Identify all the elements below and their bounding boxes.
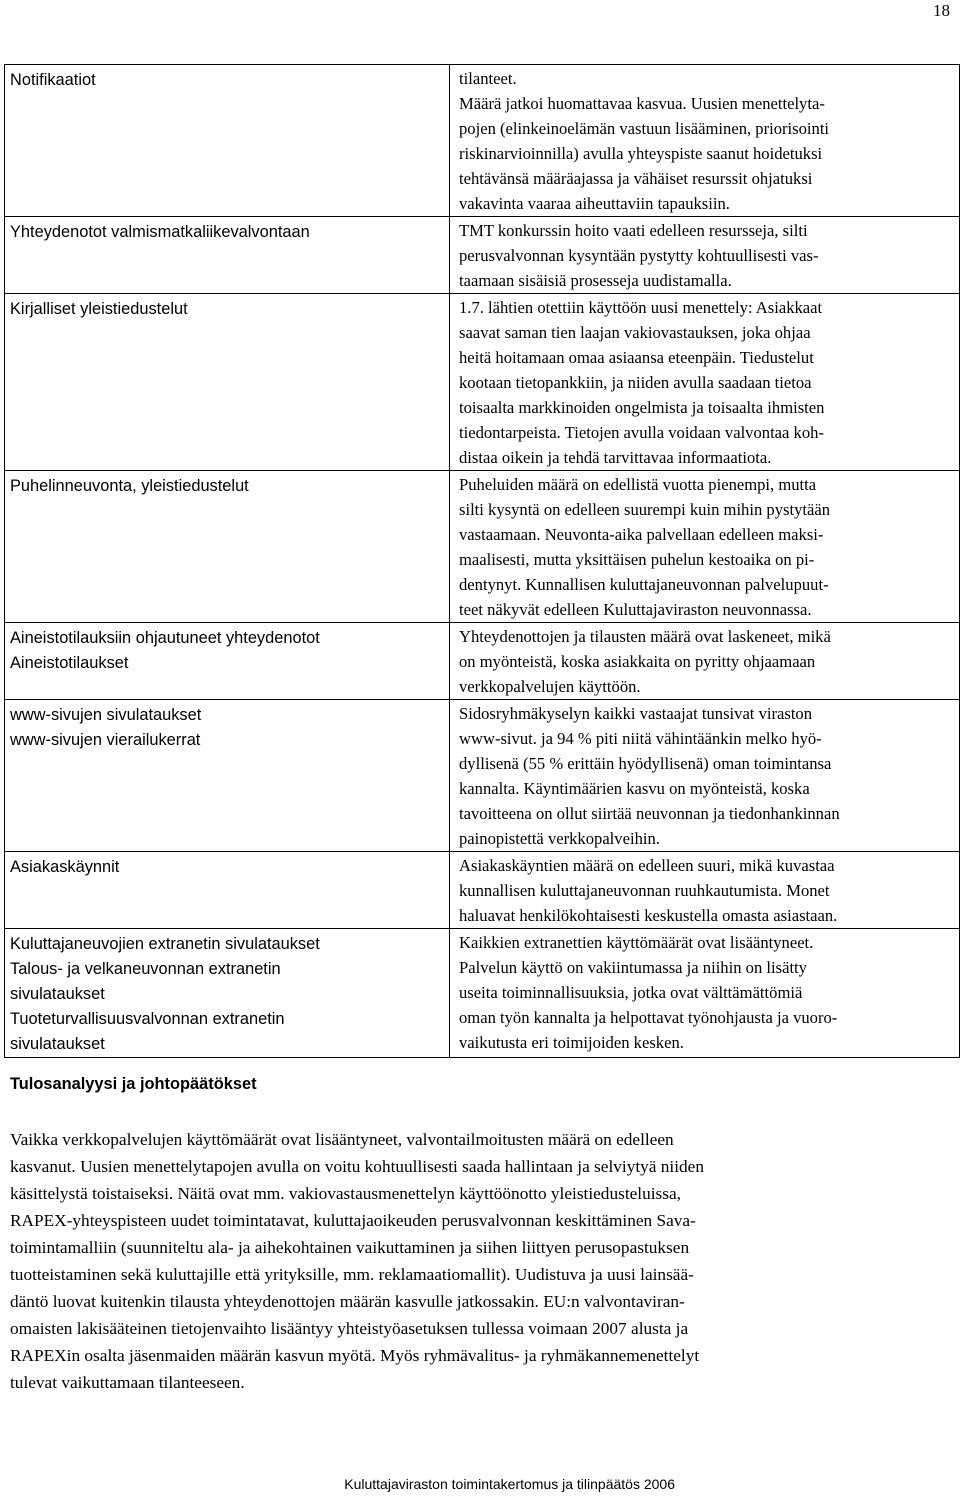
body-line: tulevat vaikuttamaan tilanteeseen. — [10, 1373, 245, 1392]
analysis-line: pojen (elinkeinoelämän vastuun lisääminen, priorisointi — [459, 119, 830, 138]
analysis-cell — [450, 294, 960, 471]
analysis-line: silti kysyntä on edelleen suurempi kuin mihin pystytään — [459, 500, 831, 519]
body-line: käsittelystä toistaiseksi. Näitä ovat mm. vakiovastausmenettelyn käyttöönotto yleistiedusteluissa, — [10, 1184, 681, 1203]
table-row — [5, 217, 960, 294]
page-footer: Kuluttajaviraston toimintakertomus ja tilinpäätös 2006 — [344, 1476, 675, 1492]
analysis-line: kannalta. Käyntimäärien kasvu on myönteistä, koska — [459, 779, 810, 798]
analysis-line: haluavat henkilökohtaisesti keskustella omasta asiastaan. — [459, 906, 838, 925]
analysis-line: Palvelun käyttö on vakiintumassa ja niihin on lisätty — [459, 958, 807, 977]
analysis-line: toisaalta markkinoiden ongelmista ja toisaalta ihmisten — [459, 398, 825, 417]
table-row — [5, 929, 960, 1058]
analysis-line: Puheluiden määrä on edellistä vuotta pienempi, mutta — [459, 475, 817, 494]
analysis-line: distaa oikein ja tehdä tarvittavaa informaatiota. — [459, 448, 772, 467]
metric-label: www-sivujen vierailukerrat — [10, 731, 201, 749]
metric-label: Tuoteturvallisuusvalvonnan extranetin sivulataukset — [10, 1010, 285, 1053]
analysis-cell — [450, 217, 960, 294]
analysis-line: kunnallisen kuluttajaneuvonnan ruuhkautumista. Monet — [459, 881, 830, 900]
body-line: RAPEX-yhteyspisteen uudet toimintatavat, kuluttajaoikeuden perusvalvonnan keskittäminen Sava- — [10, 1211, 696, 1230]
table-row — [5, 471, 960, 623]
analysis-line: dyllisenä (55 % erittäin hyödyllisenä) oman toimintansa — [459, 754, 832, 773]
table-row — [5, 700, 960, 852]
body-line: däntö luovat kuitenkin tilausta yhteydenottojen määrän kasvulle jatkossakin. EU:n valvontaviran- — [10, 1292, 685, 1311]
table-row — [5, 65, 960, 217]
metric-label: Aineistotilauksiin ohjautuneet yhteydenotot — [10, 629, 320, 647]
metric-label-cell — [5, 217, 450, 294]
analysis-line: TMT konkurssin hoito vaati edelleen resursseja, silti — [459, 221, 808, 240]
analysis-line: Yhteydenottojen ja tilausten määrä ovat laskeneet, mikä — [459, 627, 831, 646]
metric-label-cell — [5, 65, 450, 217]
analysis-line: kootaan tietopankkiin, ja niiden avulla saadaan tietoa — [459, 373, 812, 392]
page-number: 18 — [933, 1, 950, 20]
metric-label: Yhteydenotot valmismatkaliikevalvontaan — [10, 223, 310, 241]
metric-label-cell — [5, 929, 450, 1058]
report-table — [4, 64, 960, 1058]
body-line: omaisten lakisääteinen tietojenvaihto lisääntyy yhteistyöasetuksen tullessa voimaan 2007 alusta ja — [10, 1319, 689, 1338]
metric-label: Kirjalliset yleistiedustelut — [10, 300, 188, 318]
analysis-line: tehtävänsä määräajassa ja vähäiset resurssit ohjatuksi — [459, 169, 813, 188]
metric-label: Kuluttajaneuvojien extranetin sivulataukset — [10, 935, 320, 953]
analysis-line: dentynyt. Kunnallisen kuluttajaneuvonnan palvelupuut- — [459, 575, 829, 594]
metric-label-cell — [5, 852, 450, 929]
table-row — [5, 623, 960, 700]
table-row — [5, 294, 960, 471]
metric-label: Aineistotilaukset — [10, 654, 129, 672]
analysis-line: vastaamaan. Neuvonta-aika palvellaan edelleen maksi- — [459, 525, 824, 544]
analysis-line: useita toiminnallisuuksia, jotka ovat välttämättömiä — [459, 983, 803, 1002]
metric-label: Asiakaskäynnit — [10, 858, 120, 876]
metric-label-cell — [5, 700, 450, 852]
metric-label: www-sivujen sivulataukset — [10, 706, 202, 724]
analysis-cell — [450, 929, 960, 1058]
analysis-cell — [450, 65, 960, 217]
analysis-line: painopistettä verkkopalveihin. — [459, 829, 660, 848]
analysis-line: heitä hoitamaan omaa asiaansa eteenpäin. Tiedustelut — [459, 348, 814, 367]
analysis-line: oman työn kannalta ja helpottavat työnohjausta ja vuoro- — [459, 1008, 838, 1027]
analysis-line: Kaikkien extranettien käyttömäärät ovat lisääntyneet. — [459, 933, 814, 952]
analysis-line: tiedontarpeista. Tietojen avulla voidaan valvontaa koh- — [459, 423, 824, 442]
analysis-line: 1.7. lähtien otettiin käyttöön uusi menettely: Asiakkaat — [459, 298, 823, 317]
metric-label-cell — [5, 294, 450, 471]
analysis-cell — [450, 852, 960, 929]
metric-label-cell — [5, 623, 450, 700]
analysis-line: on myönteistä, koska asiakkaita on pyritty ohjaamaan — [459, 652, 816, 671]
analysis-line: teet näkyvät edelleen Kuluttajaviraston neuvonnassa. — [459, 600, 812, 619]
analysis-cell — [450, 471, 960, 623]
analysis-line: tavoitteena on ollut siirtää neuvonnan ja tiedonhankinnan — [459, 804, 840, 823]
body-line: toimintamalliin (suunniteltu ala- ja aihekohtainen vaikuttaminen ja siihen liittyen perusopastuksen — [10, 1238, 690, 1257]
analysis-line: tilanteet. — [459, 69, 517, 88]
body-line: Vaikka verkkopalvelujen käyttömäärät ovat lisääntyneet, valvontailmoitusten määrä on edelleen — [10, 1130, 674, 1149]
analysis-cell — [450, 623, 960, 700]
body-line: tuotteistaminen sekä kuluttajille että yrityksille, mm. reklamaatiomallit). Uudistuva ja uusi lainsää- — [10, 1265, 694, 1284]
analysis-line: www-sivut. ja 94 % piti niitä vähintäänkin melko hyö- — [459, 729, 822, 748]
analysis-line: vaikutusta eri toimijoiden kesken. — [459, 1033, 684, 1052]
table-body — [5, 65, 960, 1058]
metric-label: Talous- ja velkaneuvonnan extranetin sivulataukset — [10, 960, 281, 1003]
table-row — [5, 852, 960, 929]
body-line: RAPEXin osalta jäsenmaiden määrän kasvun myötä. Myös ryhmävalitus- ja ryhmäkannemenettelyt — [10, 1346, 700, 1365]
section-body — [10, 1126, 954, 1396]
analysis-line: vakavinta vaaraa aiheuttaviin tapauksiin. — [459, 194, 730, 213]
analysis-line: maalisesti, mutta yksittäisen puhelun kestoaika on pi- — [459, 550, 815, 569]
analysis-line: Sidosryhmäkyselyn kaikki vastaajat tunsivat viraston — [459, 704, 813, 723]
section-heading: Tulosanalyysi ja johtopäätökset — [10, 1075, 257, 1093]
metric-label-cell — [5, 471, 450, 623]
metric-label: Puhelinneuvonta, yleistiedustelut — [10, 477, 249, 495]
analysis-line: taamaan sisäisiä prosesseja uudistamalla. — [459, 271, 732, 290]
analysis-line: saavat saman tien laajan vakiovastauksen, joka ohjaa — [459, 323, 811, 342]
metric-label: Notifikaatiot — [10, 71, 96, 89]
analysis-line: perusvalvonnan kysyntään pystytty kohtuullisesti vas- — [459, 246, 819, 265]
body-line: kasvanut. Uusien menettelytapojen avulla on voitu kohtuullisesti saada hallintaan ja selviytyä niiden — [10, 1157, 704, 1176]
analysis-line: riskinarvioinnilla) avulla yhteyspiste saanut hoidetuksi — [459, 144, 823, 163]
analysis-line: verkkopalvelujen käyttöön. — [459, 677, 641, 696]
analysis-line: Määrä jatkoi huomattavaa kasvua. Uusien menettelyta- — [459, 94, 825, 113]
analysis-cell — [450, 700, 960, 852]
analysis-line: Asiakaskäyntien määrä on edelleen suuri, mikä kuvastaa — [459, 856, 835, 875]
